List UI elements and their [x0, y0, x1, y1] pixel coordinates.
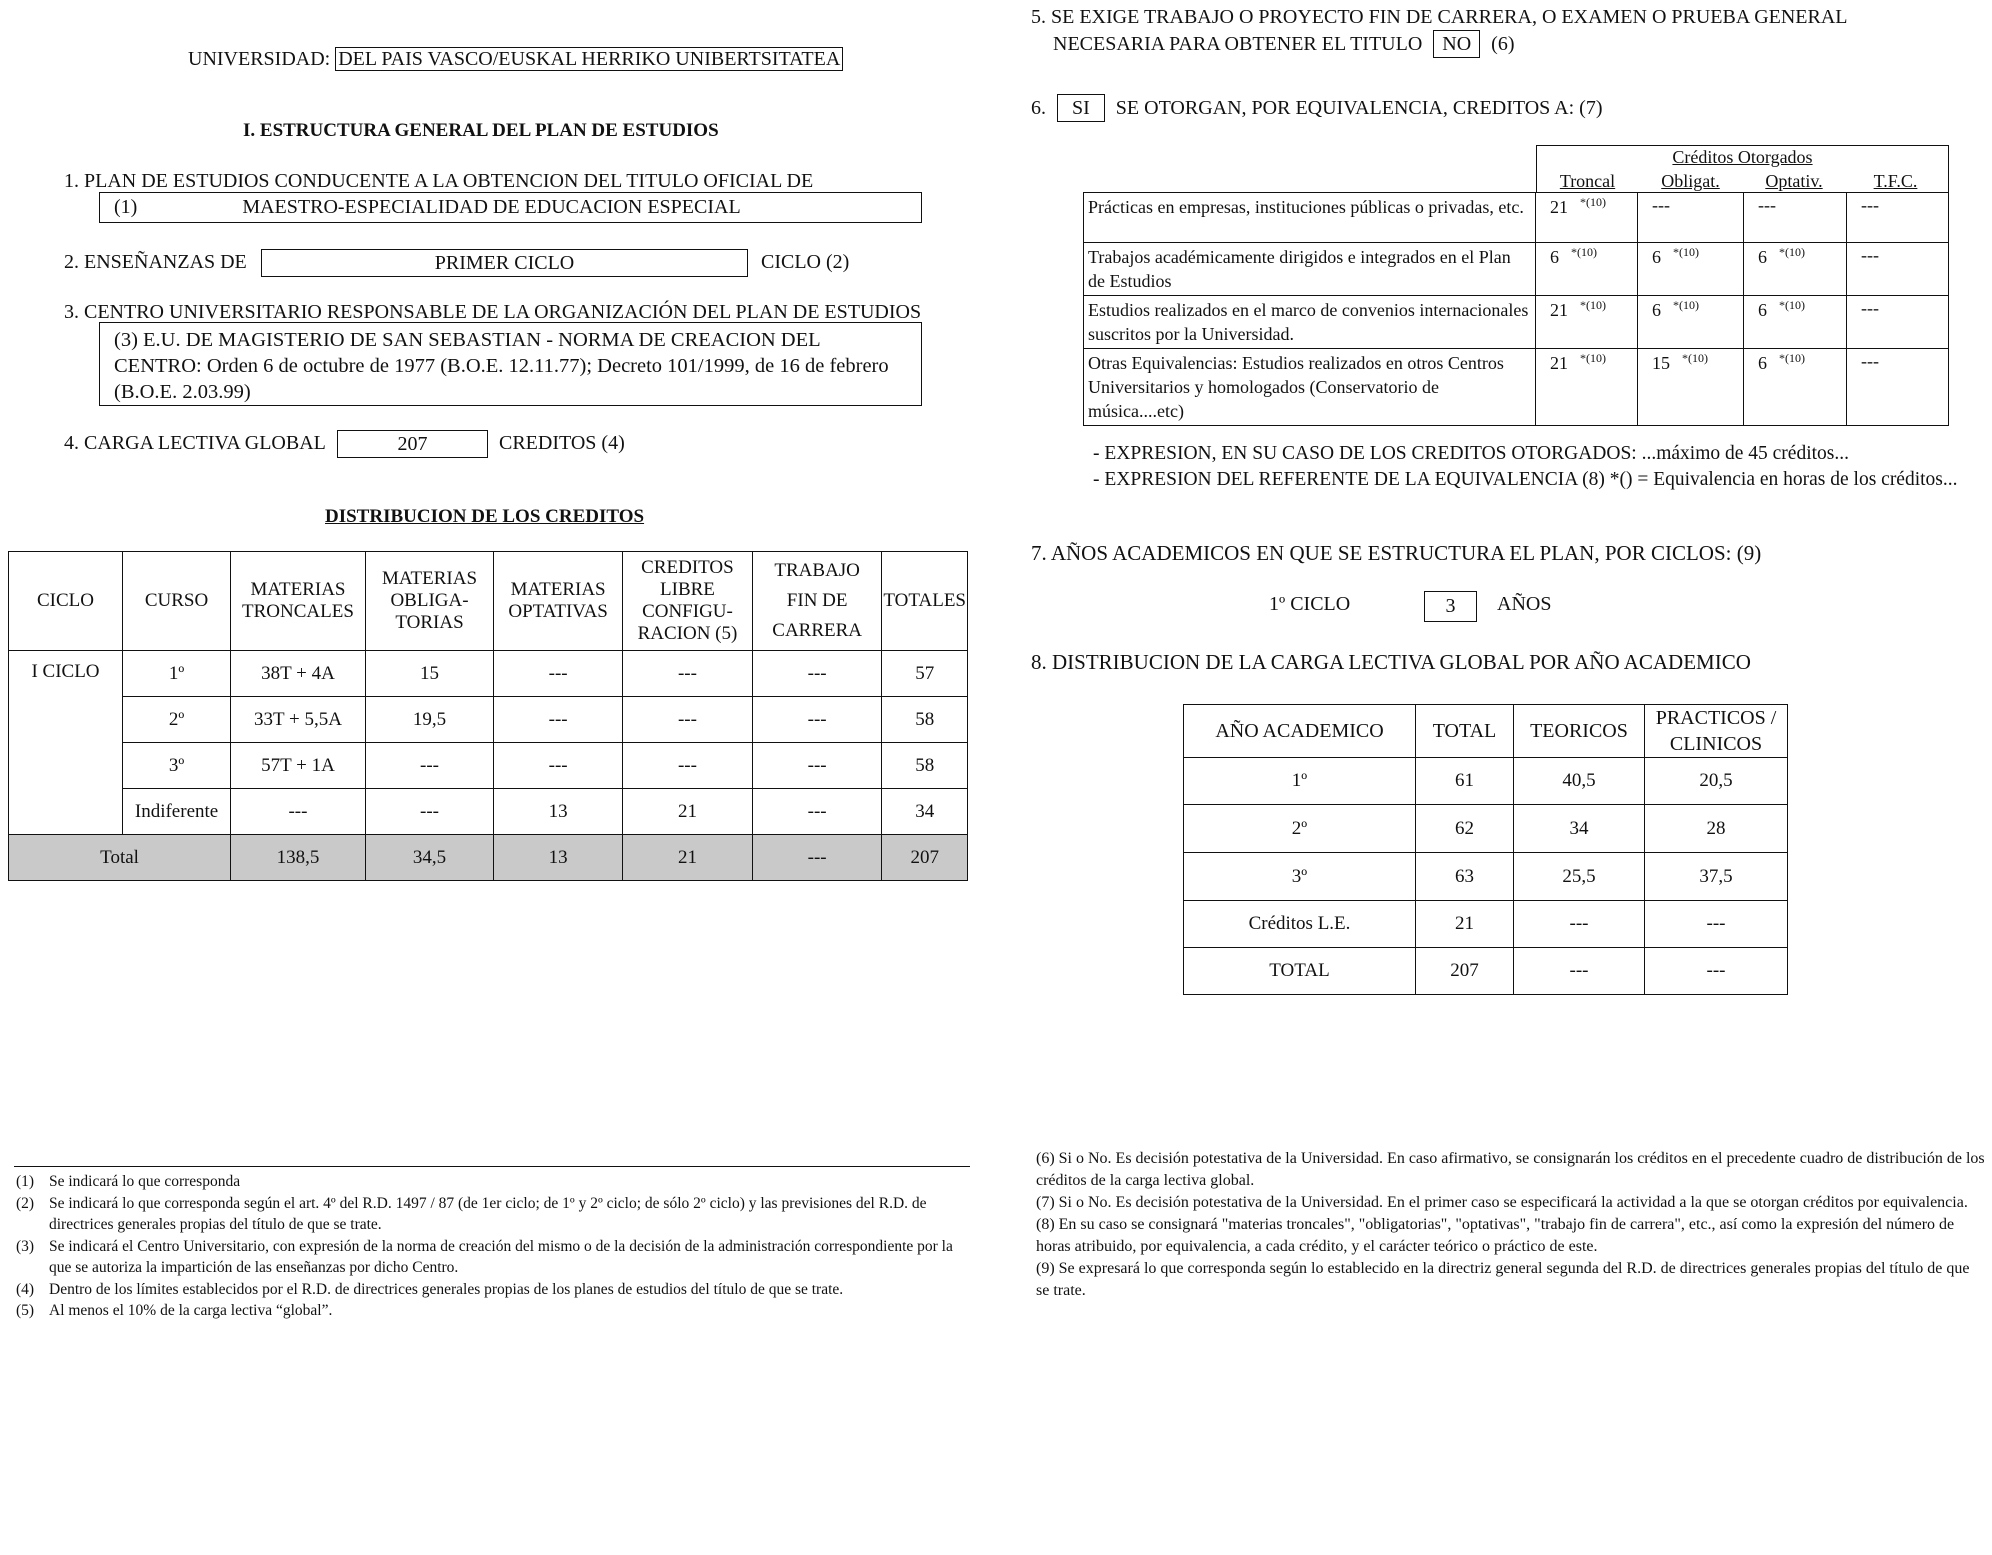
table-row — [1184, 901, 1788, 948]
item4-value: 207 — [337, 430, 488, 458]
dist-cell: 3º — [122, 743, 230, 789]
year-cell: 1º — [1184, 758, 1416, 805]
equiv-cell: --- — [1847, 296, 1949, 349]
item2-label: 2. ENSEÑANZAS DE — [64, 251, 247, 273]
item5-line2 — [1053, 30, 1515, 58]
dist-cell: 21 — [623, 789, 753, 835]
equiv-cell: 6 $^{*(10)}$ — [1744, 243, 1847, 296]
item1-num: (1) — [114, 196, 138, 218]
dist-title: DISTRIBUCION DE LOS CREDITOS — [325, 506, 645, 527]
item3-line-3: (B.O.E. 2.03.99) — [114, 381, 251, 403]
dist-cell: 33T + 5,5A — [231, 697, 366, 743]
equiv-h-obligat: Obligat. — [1661, 171, 1720, 191]
dist-cell: --- — [494, 743, 623, 789]
dist-cell: --- — [231, 789, 366, 835]
item6-label: SE OTORGAN, POR EQUIVALENCIA, CREDITOS A: (7) — [1115, 97, 1603, 119]
item2-value: PRIMER CICLO — [261, 249, 748, 277]
equiv-cell: 15 $^{*(10)}$ — [1638, 349, 1744, 426]
footnote-text: Se indicará el Centro Universitario, con expresión de la norma de creación del mismo o de la decisión de la administración correspondiente por la que se autoriza la impartición de las enseñanzas por dicho Centro. — [49, 1237, 953, 1276]
footnote — [16, 1236, 970, 1279]
dist-cell: 38T + 4A — [231, 651, 366, 697]
table-row — [1084, 349, 1949, 426]
year-cell: 37,5 — [1645, 853, 1788, 901]
dist-cell: --- — [623, 697, 753, 743]
item4-suffix: CREDITOS (4) — [499, 432, 625, 454]
year-cell: --- — [1514, 948, 1645, 995]
dist-cell: 58 — [882, 697, 968, 743]
equiv-cell: --- — [1847, 243, 1949, 296]
footnote-num: (8) — [1036, 1216, 1055, 1233]
footnote-text: Se indicará lo que corresponda según el art. 4º del R.D. 1497 / 87 (de 1er ciclo; de 1º y 2º ciclo; de sólo 2º ciclo) y las previsiones del R.D. de directrices generales propias del título de que se trate. — [49, 1194, 927, 1233]
dist-h-totales: TOTALES — [882, 552, 968, 651]
footnote — [16, 1279, 970, 1301]
year-cell: 40,5 — [1514, 758, 1645, 805]
dist-cell: 15 — [365, 651, 493, 697]
university-label: UNIVERSIDAD: — [188, 48, 331, 70]
university-line — [188, 48, 843, 71]
year-cell: 2º — [1184, 805, 1416, 853]
year-load-table — [1183, 704, 1788, 995]
item7-value: 3 — [1424, 591, 1477, 622]
dist-cell: 2º — [122, 697, 230, 743]
item3-line-1: (3) E.U. DE MAGISTERIO DE SAN SEBASTIAN - NORMA DE CREACION DEL — [114, 329, 821, 351]
table-row — [1184, 805, 1788, 853]
equiv-h-troncal: Troncal — [1559, 171, 1616, 191]
dist-total-cell: 34,5 — [365, 835, 493, 881]
footnote — [1036, 1214, 1986, 1258]
dist-cell: --- — [752, 697, 882, 743]
footnote-text: Al menos el 10% de la carga lectiva “global”. — [49, 1302, 333, 1319]
dist-cell: Indiferente — [122, 789, 230, 835]
dist-total-cell: 13 — [494, 835, 623, 881]
table-row — [1184, 948, 1788, 995]
dist-total-label: Total — [9, 835, 231, 881]
footnote-text: Si o No. Es decisión potestativa de la Universidad. En caso afirmativo, se consignarán los créditos en el precedente cuadro de distribución de los créditos de la carga lectiva global. — [1036, 1150, 1985, 1189]
dist-h-optativas: MATERIAS OPTATIVAS — [494, 552, 623, 651]
item3-box — [99, 322, 922, 406]
footnote-num: (1) — [16, 1173, 35, 1190]
item3-line-2: CENTRO: Orden 6 de octubre de 1977 (B.O.E. 12.11.77); Decreto 101/1999, de 16 de febrero — [114, 355, 889, 377]
dist-total-cell: 207 — [882, 835, 968, 881]
equiv-cell: 6 $^{*(10)}$ — [1536, 243, 1638, 296]
table-row — [1084, 193, 1949, 243]
dist-h-ciclo: CICLO — [9, 552, 123, 651]
item7-suffix: AÑOS — [1497, 593, 1552, 615]
table-row — [9, 651, 968, 697]
dist-h-libre: CREDITOS LIBRE CONFIGU-RACION (5) — [623, 552, 753, 651]
year-cell: 3º — [1184, 853, 1416, 901]
table-row — [1184, 758, 1788, 805]
item1-label: 1. PLAN DE ESTUDIOS CONDUCENTE A LA OBTENCION DEL TITULO OFICIAL DE — [64, 170, 814, 192]
equiv-cell: --- — [1638, 193, 1744, 243]
equiv-cell: 6 $^{*(10)}$ — [1744, 349, 1847, 426]
equiv-row-label: Prácticas en empresas, instituciones públicas o privadas, etc. — [1084, 193, 1536, 243]
item3-label: 3. CENTRO UNIVERSITARIO RESPONSABLE DE LA ORGANIZACIÓN DEL PLAN DE ESTUDIOS — [64, 301, 922, 323]
year-cell: 21 — [1416, 901, 1514, 948]
equiv-row-label: Estudios realizados en el marco de convenios internacionales suscritos por la Universidad. — [1084, 296, 1536, 349]
equiv-h-optativ: Optativ. — [1765, 171, 1823, 191]
equivalence-table — [1083, 192, 1949, 426]
dist-cell: --- — [623, 651, 753, 697]
footnote-num: (3) — [16, 1237, 35, 1255]
item4-label: 4. CARGA LECTIVA GLOBAL — [64, 432, 326, 454]
footnote-num: (4) — [16, 1280, 35, 1298]
dist-total-cell: --- — [752, 835, 882, 881]
year-cell: TOTAL — [1184, 948, 1416, 995]
footnote-num: (5) — [16, 1302, 35, 1319]
dist-cell: --- — [365, 743, 493, 789]
footnote-text: Se expresará lo que corresponda según lo establecido en la directriz general segunda del R.D. de directrices generales propias del título de que se trate. — [1036, 1260, 1970, 1299]
equiv-cell: --- — [1847, 193, 1949, 243]
item5-note: (6) — [1491, 33, 1515, 55]
year-header-row — [1184, 705, 1788, 758]
equiv-row-label: Trabajos académicamente dirigidos e integrados en el Plan de Estudios — [1084, 243, 1536, 296]
dist-cell: --- — [494, 697, 623, 743]
item8-label: 8. DISTRIBUCION DE LA CARGA LECTIVA GLOBAL POR AÑO ACADEMICO — [1031, 650, 1751, 674]
footnote-num: (7) — [1036, 1194, 1055, 1211]
equiv-cell: 21 $^{*(10)}$ — [1536, 349, 1638, 426]
year-cell: 34 — [1514, 805, 1645, 853]
university-value: DEL PAIS VASCO/EUSKAL HERRIKO UNIBERTSITATEA — [335, 47, 843, 71]
table-row — [1184, 853, 1788, 901]
year-h-teoricos: TEORICOS — [1514, 705, 1645, 758]
year-cell: 28 — [1645, 805, 1788, 853]
year-cell: --- — [1645, 901, 1788, 948]
equiv-group-header — [1536, 145, 1949, 169]
year-cell: 25,5 — [1514, 853, 1645, 901]
item5-line1: 5. SE EXIGE TRABAJO O PROYECTO FIN DE CARRERA, O EXAMEN O PRUEBA GENERAL — [1031, 6, 1848, 28]
expr-equivalence: - EXPRESION DEL REFERENTE DE LA EQUIVALENCIA (8) *() = Equivalencia en horas de los créditos... — [1093, 469, 1958, 490]
distribution-table — [8, 551, 968, 881]
dist-cell: 19,5 — [365, 697, 493, 743]
footnote — [1036, 1148, 1986, 1192]
footnote-text: En su caso se consignará "materias troncales", "obligatorias", "optativas", "trabajo fin de carrera", etc., así como la expresión del número de horas atribuido, por equivalencia, a cada crédito, y el carácter teórico o práctico de este. — [1036, 1216, 1955, 1255]
footnote-num: (9) — [1036, 1260, 1055, 1277]
dist-h-obligatorias: MATERIAS OBLIGA-TORIAS — [365, 552, 493, 651]
dist-cell: 57T + 1A — [231, 743, 366, 789]
year-cell: 62 — [1416, 805, 1514, 853]
dist-total-cell: 138,5 — [231, 835, 366, 881]
item1-box — [99, 192, 922, 223]
footnote — [1036, 1258, 1986, 1302]
dist-cell: 1º — [122, 651, 230, 697]
item5-value: NO — [1433, 30, 1480, 58]
footnote-num: (6) — [1036, 1150, 1055, 1167]
footnote — [16, 1193, 970, 1236]
footnote — [1036, 1192, 1986, 1214]
year-cell: 207 — [1416, 948, 1514, 995]
year-cell: 63 — [1416, 853, 1514, 901]
table-row — [1084, 296, 1949, 349]
equiv-cell: 21 $^{*(10)}$ — [1536, 193, 1638, 243]
equiv-cell: --- — [1744, 193, 1847, 243]
dist-ciclo: I CICLO — [9, 651, 123, 835]
right-footnotes — [1036, 1148, 1986, 1302]
footnote — [16, 1171, 970, 1193]
table-row — [9, 743, 968, 789]
dist-total-row — [9, 835, 968, 881]
left-footnotes — [16, 1171, 970, 1322]
dist-cell: --- — [623, 743, 753, 789]
dist-h-trabajo: TRABAJO FIN DE CARRERA — [752, 552, 882, 651]
footnote-num: (2) — [16, 1194, 35, 1212]
footnote-text: Dentro de los límites establecidos por el R.D. de directrices generales propias de los planes de estudios del título de que se trate. — [49, 1280, 844, 1298]
year-cell: 20,5 — [1645, 758, 1788, 805]
table-row — [9, 697, 968, 743]
dist-cell: --- — [752, 789, 882, 835]
dist-cell: --- — [494, 651, 623, 697]
equiv-h-tfc: T.F.C. — [1873, 171, 1918, 191]
footnote-text: Si o No. Es decisión potestativa de la Universidad. En el primer caso se especificará la actividad a la que se otorgan créditos por equivalencia. — [1058, 1194, 1968, 1211]
year-cell: 61 — [1416, 758, 1514, 805]
equiv-cell: 6 $^{*(10)}$ — [1638, 243, 1744, 296]
expr-credits: - EXPRESION, EN SU CASO DE LOS CREDITOS OTORGADOS: ...máximo de 45 créditos... — [1093, 443, 1849, 464]
dist-cell: 34 — [882, 789, 968, 835]
dist-cell: --- — [752, 651, 882, 697]
item2-suffix: CICLO (2) — [761, 251, 850, 273]
footnote — [16, 1300, 970, 1322]
footnote-text: Se indicará lo que corresponda — [49, 1173, 241, 1190]
item6-num: 6. — [1031, 97, 1046, 119]
table-row — [9, 789, 968, 835]
dist-h-curso: CURSO — [122, 552, 230, 651]
section-title: I. ESTRUCTURA GENERAL DEL PLAN DE ESTUDIOS — [243, 120, 719, 141]
equiv-header-row — [1536, 169, 1949, 193]
equiv-cell: --- — [1847, 349, 1949, 426]
item6-value: SI — [1057, 94, 1105, 122]
equiv-group-label: Créditos Otorgados — [1672, 147, 1813, 167]
year-cell: Créditos L.E. — [1184, 901, 1416, 948]
year-h-ano: AÑO ACADEMICO — [1184, 705, 1416, 758]
dist-cell: --- — [365, 789, 493, 835]
equiv-row-label: Otras Equivalencias: Estudios realizados en otros Centros Universitarios y homologados (Conservatorio de música....etc) — [1084, 349, 1536, 426]
equiv-cell: 21 $^{*(10)}$ — [1536, 296, 1638, 349]
item1-value: MAESTRO-ESPECIALIDAD DE EDUCACION ESPECIAL — [242, 196, 741, 218]
dist-cell: 13 — [494, 789, 623, 835]
dist-cell: 58 — [882, 743, 968, 789]
year-cell: --- — [1514, 901, 1645, 948]
dist-cell: --- — [752, 743, 882, 789]
dist-cell: 57 — [882, 651, 968, 697]
item5-label: NECESARIA PARA OBTENER EL TITULO — [1053, 33, 1423, 55]
year-h-total: TOTAL — [1416, 705, 1514, 758]
table-row — [1084, 243, 1949, 296]
year-cell: --- — [1645, 948, 1788, 995]
item7-label: 7. AÑOS ACADEMICOS EN QUE SE ESTRUCTURA EL PLAN, POR CICLOS: (9) — [1031, 541, 1762, 565]
equiv-cell: 6 $^{*(10)}$ — [1638, 296, 1744, 349]
equiv-cell: 6 $^{*(10)}$ — [1744, 296, 1847, 349]
item6-line — [1031, 94, 1603, 122]
dist-h-troncales: MATERIAS TRONCALES — [231, 552, 366, 651]
footnote-divider — [14, 1166, 970, 1167]
dist-total-cell: 21 — [623, 835, 753, 881]
item7-ciclo: 1º CICLO — [1269, 593, 1351, 615]
dist-header-row — [9, 552, 968, 651]
year-h-practicos: PRACTICOS / CLINICOS — [1645, 705, 1788, 758]
